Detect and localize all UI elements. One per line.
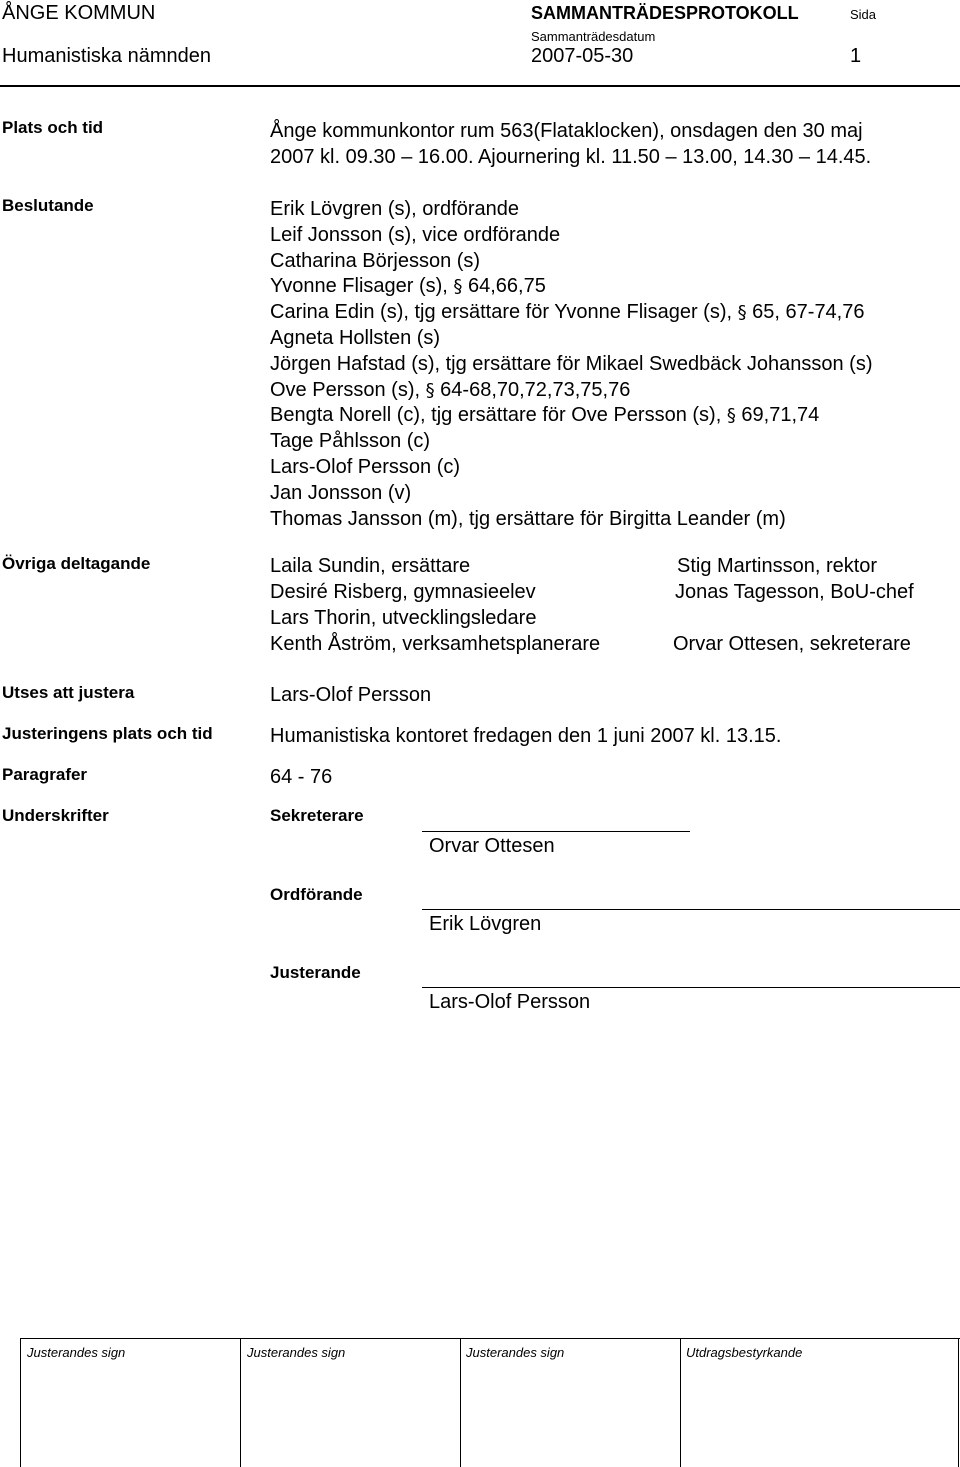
member-line bbox=[270, 327, 440, 350]
footer-sign-cell: Justerandes sign bbox=[27, 1345, 126, 1360]
member-line bbox=[270, 404, 819, 427]
footer-top-border bbox=[20, 1338, 960, 1339]
footer-sign-cell: Justerandes sign bbox=[466, 1345, 565, 1360]
paragraphs-label: Paragrafer bbox=[2, 765, 88, 784]
member-text: Leif Jonsson (s), vice ordförande bbox=[270, 224, 561, 246]
chairman-signature-line bbox=[422, 909, 960, 910]
section-sign: § bbox=[726, 405, 736, 426]
member-paragraphs: 64,66,75 bbox=[467, 275, 546, 297]
section-sign: § bbox=[453, 276, 463, 297]
meeting-date: 2007-05-30 bbox=[531, 45, 634, 67]
member-text: Agneta Hollsten (s) bbox=[270, 327, 441, 349]
signatures-label: Underskrifter bbox=[2, 806, 109, 825]
adjuster-label: Utses att justera bbox=[2, 683, 135, 702]
section-sign: § bbox=[737, 302, 747, 323]
member-text: Yvonne Flisager (s), bbox=[270, 275, 448, 297]
adjuster-signature-line bbox=[422, 987, 960, 988]
member-line bbox=[270, 275, 546, 298]
adjuster-role: Justerande bbox=[270, 963, 361, 982]
page-number: 1 bbox=[850, 45, 862, 67]
footer-sign-cell: Justerandes sign bbox=[247, 1345, 346, 1360]
adjuster-name: Lars-Olof Persson bbox=[270, 684, 432, 706]
page-label: Sida bbox=[850, 7, 877, 22]
participant-right: Jonas Tagesson, BoU-chef bbox=[675, 581, 914, 603]
member-paragraphs: 69,71,74 bbox=[741, 404, 820, 426]
member-line bbox=[270, 430, 430, 453]
secretary-role: Sekreterare bbox=[270, 806, 364, 825]
paragraphs-range: 64 - 76 bbox=[270, 766, 333, 788]
participant-left: Lars Thorin, utvecklingsledare bbox=[270, 607, 537, 629]
footer-divider bbox=[460, 1338, 461, 1467]
place-time-line1: Ånge kommunkontor rum 563(Flataklocken), onsdagen den 30 maj bbox=[270, 120, 863, 142]
municipality-name: ÅNGE KOMMUN bbox=[2, 2, 156, 24]
section-sign: § bbox=[425, 380, 435, 401]
footer-sign-cell: Utdragsbestyrkande bbox=[686, 1345, 803, 1360]
chairman-role: Ordförande bbox=[270, 885, 363, 904]
participant-left: Kenth Åström, verksamhetsplanerare bbox=[270, 633, 601, 655]
member-line bbox=[270, 482, 411, 505]
member-text: Ove Persson (s), bbox=[270, 379, 421, 401]
member-text: Tage Påhlsson (c) bbox=[270, 430, 431, 452]
decision-makers-label: Beslutande bbox=[2, 196, 94, 215]
member-text: Jan Jonsson (v) bbox=[270, 482, 412, 504]
place-time-line2: 2007 kl. 09.30 – 16.00. Ajournering kl. 11.50 – 13.00, 14.30 – 14.45. bbox=[270, 146, 872, 168]
member-text: Bengta Norell (c), tjg ersättare för Ove Persson (s), bbox=[270, 404, 722, 426]
adjustment-place-time: Humanistiska kontoret fredagen den 1 juni 2007 kl. 13.15. bbox=[270, 725, 782, 747]
other-participants-label: Övriga deltagande bbox=[2, 554, 151, 573]
footer-divider bbox=[958, 1338, 959, 1467]
committee-name: Humanistiska nämnden bbox=[2, 45, 211, 67]
secretary-signature-line bbox=[422, 831, 690, 832]
participant-left: Desiré Risberg, gymnasieelev bbox=[270, 581, 536, 603]
date-label: Sammanträdesdatum bbox=[531, 29, 656, 44]
member-line bbox=[270, 508, 786, 531]
header-divider bbox=[0, 85, 960, 87]
footer-divider bbox=[20, 1338, 21, 1467]
member-text: Jörgen Hafstad (s), tjg ersättare för Mikael Swedbäck Johansson (s) bbox=[270, 353, 873, 375]
member-text: Lars-Olof Persson (c) bbox=[270, 456, 461, 478]
member-text: Erik Lövgren (s), ordförande bbox=[270, 198, 520, 220]
member-line bbox=[270, 379, 630, 402]
footer-divider bbox=[680, 1338, 681, 1467]
member-line bbox=[270, 301, 865, 324]
footer-divider bbox=[240, 1338, 241, 1467]
member-text: Carina Edin (s), tjg ersättare för Yvonne Flisager (s), bbox=[270, 301, 733, 323]
member-line bbox=[270, 224, 560, 247]
member-text: Catharina Börjesson (s) bbox=[270, 250, 481, 272]
member-line bbox=[270, 250, 480, 273]
chairman-name: Erik Lövgren bbox=[429, 913, 542, 935]
member-text: Thomas Jansson (m), tjg ersättare för Birgitta Leander (m) bbox=[270, 508, 786, 530]
document-type: SAMMANTRÄDESPROTOKOLL bbox=[531, 3, 799, 23]
participant-right: Stig Martinsson, rektor bbox=[677, 555, 878, 577]
participant-left: Laila Sundin, ersättare bbox=[270, 555, 471, 577]
member-line bbox=[270, 456, 460, 479]
place-time-label: Plats och tid bbox=[2, 118, 104, 137]
secretary-name: Orvar Ottesen bbox=[429, 835, 555, 857]
adjustment-label: Justeringens plats och tid bbox=[2, 724, 213, 743]
participant-right: Orvar Ottesen, sekreterare bbox=[673, 633, 911, 655]
member-line bbox=[270, 198, 519, 221]
member-paragraphs: 64-68,70,72,73,75,76 bbox=[440, 379, 631, 401]
member-paragraphs: 65, 67-74,76 bbox=[752, 301, 865, 323]
member-line bbox=[270, 353, 872, 376]
adjuster-signer-name: Lars-Olof Persson bbox=[429, 991, 591, 1013]
